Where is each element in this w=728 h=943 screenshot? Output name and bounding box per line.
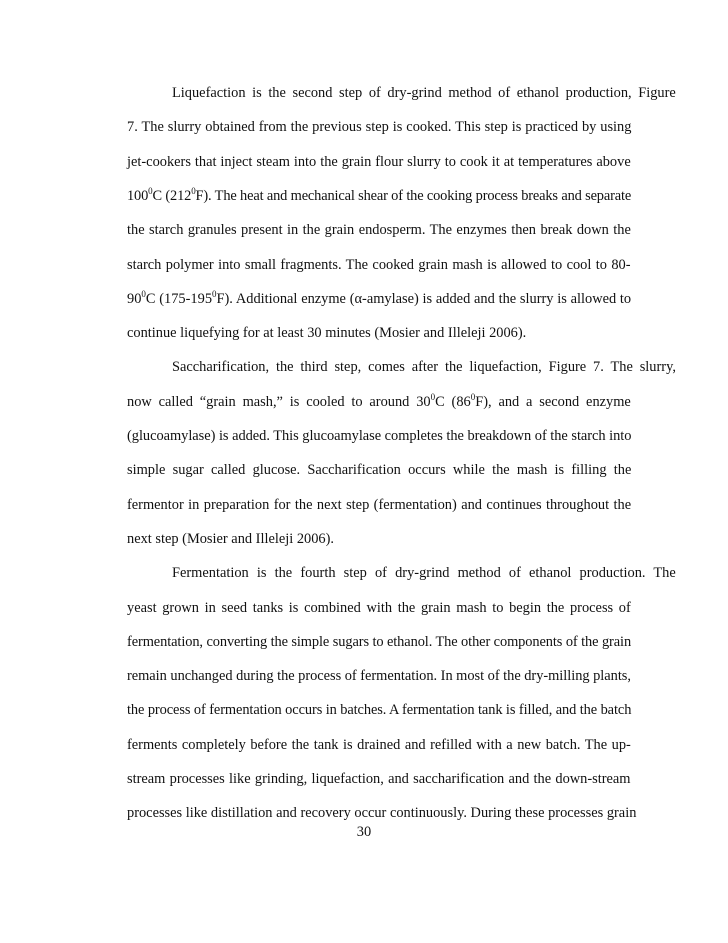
text-line: now called “grain mash,” is cooled to around $30^0C$ $(86^0F)$, and a second enzyme — [127, 391, 631, 410]
paragraph-first-line: Saccharification, the third step, comes after the liquefaction, Figure 7. The slurry, — [172, 359, 676, 376]
text-line: (glucoamylase) is added. This glucoamylase completes the breakdown of the starch into — [127, 428, 632, 444]
text-line: stream processes like grinding, liquefaction, and saccharification and the down-stream — [127, 771, 631, 787]
text-line: starch polymer into small fragments. The cooked grain mash is allowed to cool to 80- — [127, 256, 631, 273]
text-line: the process of fermentation occurs in batches. A fermentation tank is filled, and the batch — [127, 702, 632, 719]
text-line: fermentation, converting the simple sugars to ethanol. The other components of the grain — [127, 633, 632, 650]
text-line: jet-cookers that inject steam into the grain flour slurry to cook it at temperatures above — [127, 153, 631, 170]
paragraph-first-line: Fermentation is the fourth step of dry-grind method of ethanol production. The — [172, 565, 676, 582]
text-line: the starch granules present in the grain endosperm. The enzymes then break down the — [127, 222, 631, 239]
superscript: 0 — [470, 391, 476, 402]
paragraph-first-line: Liquefaction is the second step of dry-grind method of ethanol production, Figure — [172, 85, 676, 101]
text-line: simple sugar called glucose. Saccharification occurs while the mash is filling the — [127, 462, 632, 479]
text-line: $100^0C$ $(212^0F)$. The heat and mechanical shear of the cooking process breaks and separate — [127, 185, 632, 204]
text-line: continue liquefying for at least 30 minutes (Mosier and Illeleji 2006). — [127, 325, 527, 342]
text-line: fermentor in preparation for the next step (fermentation) and continues throughout the — [127, 496, 632, 513]
superscript: 0 — [212, 288, 217, 299]
superscript: 0 — [430, 391, 436, 402]
text-line: next step (Mosier and Illeleji 2006). — [127, 530, 335, 547]
text-line: yeast grown in seed tanks is combined with the grain mash to begin the process of — [127, 599, 631, 616]
superscript: 0 — [141, 288, 146, 299]
text-line: remain unchanged during the process of fermentation. In most of the dry-milling plants, — [127, 668, 631, 685]
superscript: 0 — [191, 185, 196, 196]
text-line: processes like distillation and recovery occur continuously. During these processes grain — [127, 805, 637, 822]
page-number: 30 — [356, 824, 372, 840]
text-line: 7. The slurry obtained from the previous step is cooked. This step is practiced by using — [127, 119, 632, 136]
superscript: 0 — [148, 185, 153, 196]
text-line: ferments completely before the tank is drained and refilled with a new batch. The up- — [127, 736, 631, 753]
text-line: $90^0C$ $(175-195^0F)$. Additional enzyme (α-amylase) is added and the slurry is allowed to — [127, 288, 632, 307]
